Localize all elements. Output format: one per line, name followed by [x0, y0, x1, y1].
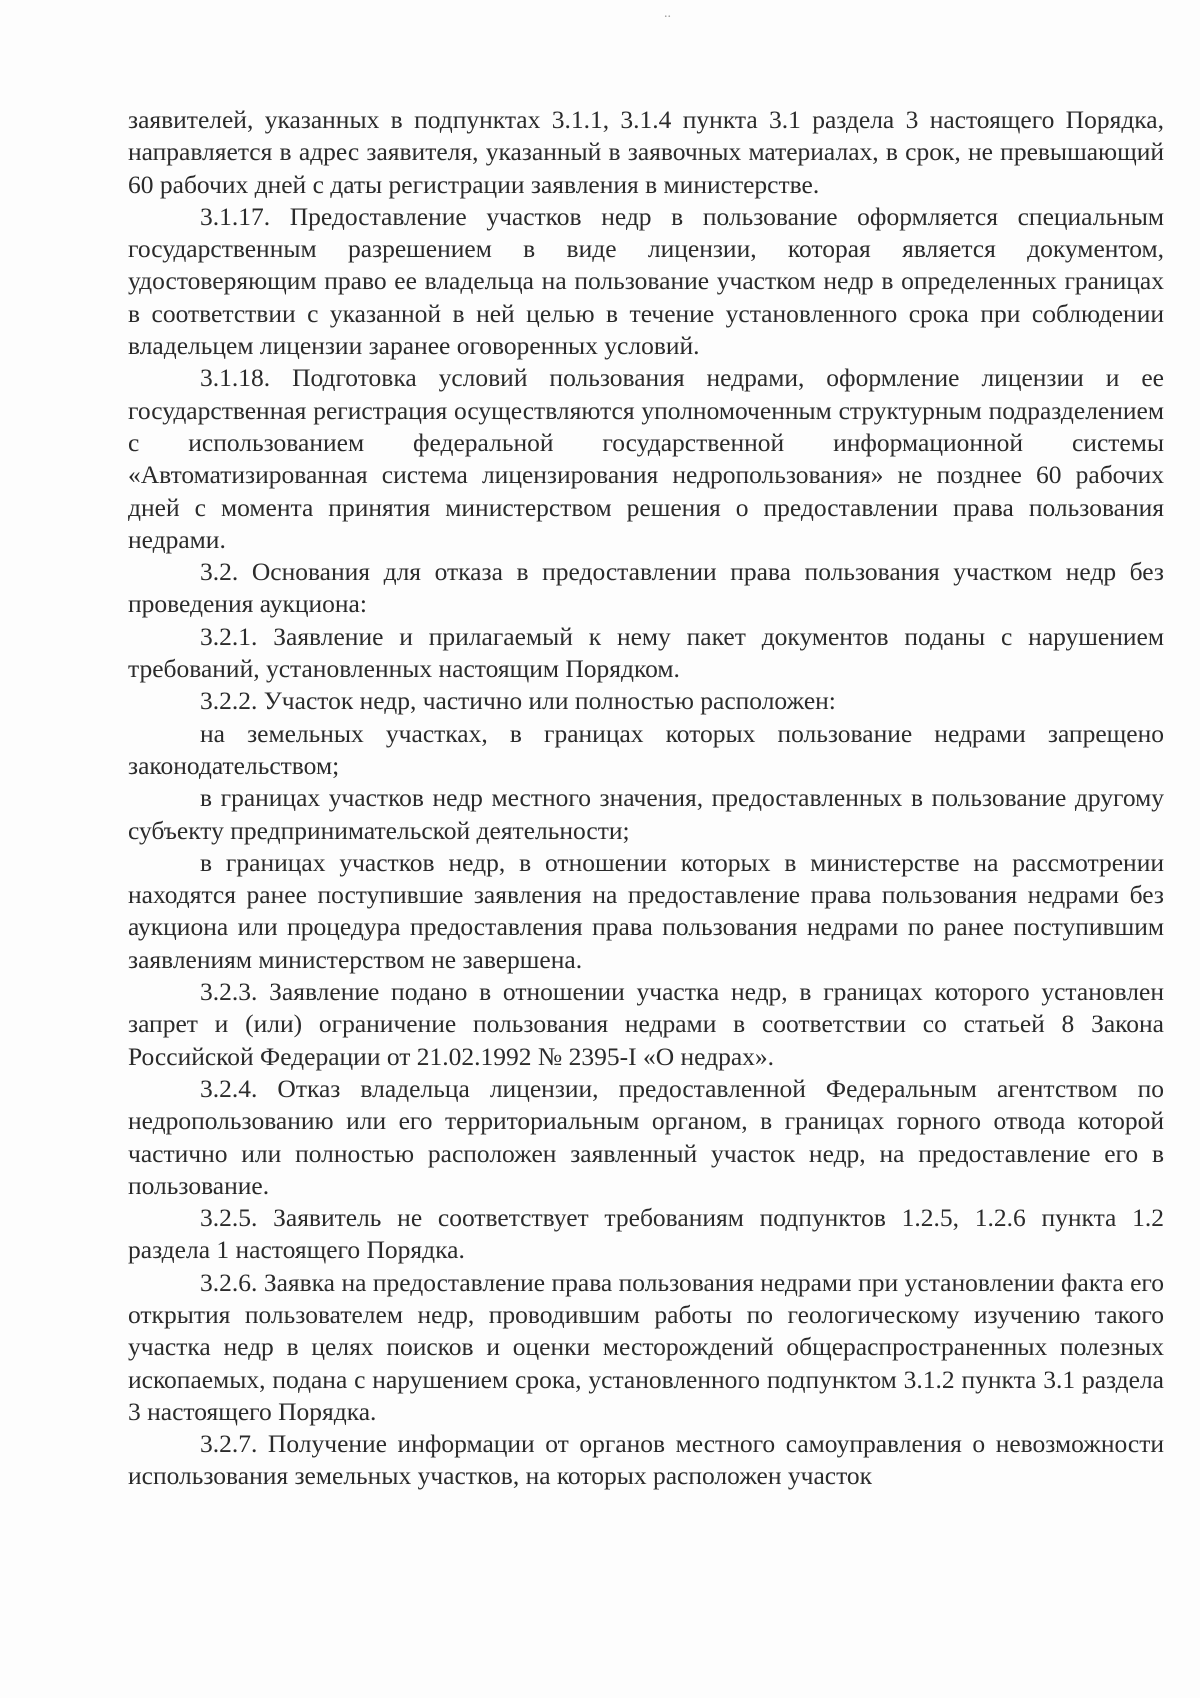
document-body [128, 104, 1164, 1493]
paragraph-3-1-17: 3.1.17. Предоставление участков недр в пользование оформляется специальным государственным разрешением в виде лицензии, которая является документом, удостоверяющим право ее владельца на пользование участком недр в определенных границах в соответствии с указанной в ней целью в течение установленного срока при соблюдении владельцем лицензии заранее оговоренных условий. [128, 201, 1164, 361]
paragraph-3-2-2: 3.2.2. Участок недр, частично или полностью расположен: [200, 686, 836, 716]
paragraph-3-2-2-item-2: в границах участков недр местного значения, предоставленных в пользование другому субъекту предпринимательской деятельности; [128, 783, 1164, 845]
page-top-mark: .. [664, 6, 671, 21]
paragraph-3-2-4: 3.2.4. Отказ владельца лицензии, предоставленной Федеральным агентством по недропользованию или его территориальным органом, в границах горного отвода которой частично или полностью расположен заявленный участок недр, на предоставление его в пользование. [128, 1073, 1164, 1200]
paragraph-3-2-2-item-1: на земельных участках, в границах которых пользование недрами запрещено законодательством; [128, 718, 1164, 780]
paragraph-3-2-1: 3.2.1. Заявление и прилагаемый к нему пакет документов поданы с нарушением требований, установленных настоящим Порядком. [128, 621, 1164, 684]
paragraph-3-2-6: 3.2.6. Заявка на предоставление права пользования недрами при установлении факта его открытия пользователем недр, проводившим работы по геологическому изучению такого участка недр в целях поисков и оценки месторождений общераспространенных полезных ископаемых, подана с нарушением срока, установленного подпунктом 3.1.2 пункта 3.1 раздела 3 настоящего Порядка. [128, 1267, 1164, 1426]
paragraph-3-2-7: 3.2.7. Получение информации от органов местного самоуправления о невозможности использования земельных участков, на которых расположен участок [128, 1429, 1164, 1491]
paragraph-3-1-18: 3.1.18. Подготовка условий пользования недрами, оформление лицензии и ее государственная регистрация осуществляются уполномоченным структурным подразделением с использованием федеральной государственной информационной системы «Автоматизированная система лицензирования недропользования» не позднее 60 рабочих дней с момента принятия министерством решения о предоставлении права пользования недрами. [128, 363, 1164, 554]
paragraph-continuation: заявителей, указанных в подпунктах 3.1.1, 3.1.4 пункта 3.1 раздела 3 настоящего Порядка, направляется в адрес заявителя, указанный в заявочных материалах, в срок, не превышающий 60 рабочих дней с даты регистрации заявления в министерстве. [128, 105, 1164, 199]
paragraph-3-2: 3.2. Основания для отказа в предоставлении права пользования участком недр без проведения аукциона: [128, 557, 1164, 619]
paragraph-3-2-5: 3.2.5. Заявитель не соответствует требованиям подпунктов 1.2.5, 1.2.6 пункта 1.2 раздела 1 настоящего Порядка. [128, 1203, 1164, 1265]
paragraph-3-2-2-item-3: в границах участков недр, в отношении которых в министерстве на рассмотрении находятся ранее поступившие заявления на предоставление права пользования недрами без аукциона или процедура предоставления права пользования недрами по ранее поступившим заявлениям министерством не завершена. [128, 847, 1164, 974]
paragraph-3-2-3: 3.2.3. Заявление подано в отношении участка недр, в границах которого установлен запрет и (или) ограничение пользования недрами в соответствии со статьей 8 Закона Российской Федерации от 21.02.1992 № 2395-I «О недрах». [128, 977, 1164, 1071]
